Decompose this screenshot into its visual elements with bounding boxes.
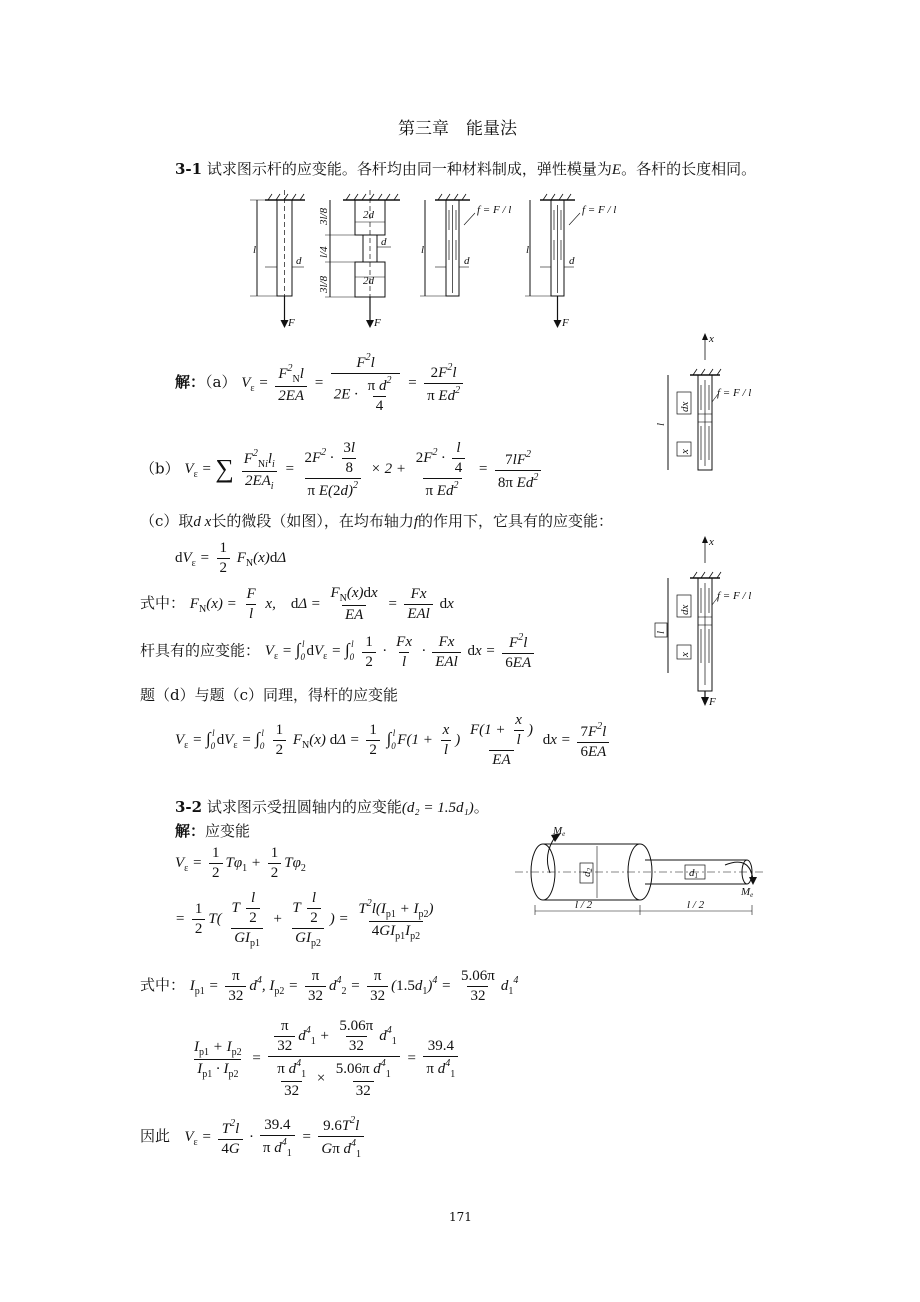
problem-condition: (d₂ = 1.5d₁) bbox=[401, 800, 474, 816]
eq-d-energy: $V_\varepsilon = \int_0^l$ $dV_\varepsilon = \int_0^l$ $\frac{1}{2}$ $F_N(x) d\Delta$ = $\frac{1}{2}$ $\int_0^l$ F(1 + $\frac{x}{l}$ ) F(1 + $\frac{x}{l}$ ) EA dx = $\frac{7F^2l}{6EA}$ bbox=[175, 712, 612, 769]
where-label: 式中： bbox=[140, 593, 186, 612]
fig-c-load-label: f = F / l bbox=[477, 204, 512, 216]
fig-d-length-label: l bbox=[526, 244, 530, 256]
problem-3-2-solution-label bbox=[175, 820, 250, 841]
fig-c-x-label: x bbox=[679, 449, 691, 454]
solution-label: 解： bbox=[175, 372, 206, 391]
part-b-tag: （b） bbox=[140, 459, 180, 478]
where-label: 式中： bbox=[140, 975, 186, 994]
fig-b-top-seg-label: 3l/8 bbox=[318, 207, 330, 225]
part-a-tag: （a） bbox=[205, 372, 237, 391]
fig-d-length: l bbox=[655, 630, 667, 634]
fig-d-x-label: x bbox=[679, 652, 691, 657]
c-text-3: 的作用下，它具有的应变能： bbox=[418, 512, 614, 530]
fig-d-diameter-label: d bbox=[569, 255, 575, 267]
fig-c-dx-label: dx bbox=[679, 401, 691, 412]
solution-label: 解： bbox=[175, 822, 206, 840]
fig-b-bot-seg-label: 3l/8 bbox=[318, 275, 330, 293]
fig-3-2-Me-top: Me bbox=[553, 825, 566, 838]
problem-text-end: 。 bbox=[473, 798, 489, 816]
figure-3-1-d-detail bbox=[648, 533, 752, 708]
fig-c-length: l bbox=[655, 422, 667, 426]
fig-b-mid-seg-label: l/4 bbox=[318, 246, 330, 258]
fig-d-force-label: F bbox=[562, 317, 569, 329]
fig-3-2-Me-bottom: Me bbox=[741, 886, 754, 899]
solution-text: 应变能 bbox=[205, 822, 251, 840]
eq-3-2-ratio: $\frac{I_{p1} + I_{p2}}{I_{p1} \cdot I_{p2}}$ = $\frac{\pi}{32}$ $d^4_1$ + $\frac{5.06\pi}{32}$ $d^4_1$ $\frac{\pi d^4_1}{32}$ × $\frac{5.06\pi d^4_1}{32}$ = $\frac{39.4}{\pi d^4_1}$ bbox=[188, 1018, 461, 1100]
fig-a-diameter-label: d bbox=[296, 255, 302, 267]
eq-3-2-energy: $V_\varepsilon$ = $\frac{1}{2}$ $T\varphi_1$ + $\frac{1}{2}$ $T\varphi_2$ bbox=[175, 845, 306, 881]
figure-3-1-c-detail bbox=[655, 330, 760, 480]
therefore-label: 因此 bbox=[140, 1126, 171, 1145]
problem-3-2-statement bbox=[175, 796, 489, 817]
problem-number: 3-2 bbox=[175, 798, 203, 816]
solution-a bbox=[175, 352, 466, 415]
fig-d-dx-label: dx bbox=[679, 604, 691, 615]
c-text-2: 长的微段（如图），在均布轴力 bbox=[211, 512, 414, 530]
problem-text: 试求图示受扭圆轴内的应变能 bbox=[206, 798, 402, 816]
fig-a-force-label: F bbox=[288, 317, 295, 329]
problem-number: 3-1 bbox=[175, 160, 203, 178]
fig-d-axis-x: x bbox=[709, 536, 714, 548]
solution-c-intro bbox=[140, 510, 613, 531]
fig-3-2-d2-label: d2 bbox=[581, 868, 594, 877]
fig-c-load: f = F / l bbox=[717, 387, 752, 399]
eq-c-dV: $dV_\varepsilon$ = $\frac{1}{2}$ $F_N(x)d\Delta$ bbox=[175, 540, 287, 576]
fig-d-force: F bbox=[709, 696, 716, 708]
fig-a-length-label: l bbox=[253, 244, 257, 256]
figure-3-1-bars bbox=[235, 185, 675, 335]
fig-b-force-label: F bbox=[374, 317, 381, 329]
eq-3-2-result: 因此 $V_\varepsilon$ = $\frac{T^2l}{4G}$ · $\frac{39.4}{\pi d^4_1}$ = $\frac{9.6T^2l}{G\pi d^4_1}$ bbox=[140, 1115, 367, 1160]
eq-b: $V_\varepsilon$ = ∑ $\frac{F^2_{Ni}l_i}{2EA_i}$ = $2F^2$ · $\frac{3l}{8}$ π $E(2d)^2$ × 2 + $2F^2$ · $\frac{l}{4}$ π Ed$^2$ = $\frac{7lF^2}{8\pi Ed^2}$ bbox=[184, 461, 544, 477]
eq-3-2-polar-moments: 式中： $I_{p1}$ = $\frac{\pi}{32}$ $d^4$, $I_{p2}$ = $\frac{\pi}{32}$ $d^4_2$ = $\frac{\pi}{32}$ $(1.5d_1)^4$ = $\frac{5.06\pi}{32}$ $d_1^4$ bbox=[140, 968, 519, 1004]
problem-text-end: 。各杆的长度相同。 bbox=[621, 160, 757, 178]
fig-c-length-label: l bbox=[421, 244, 425, 256]
fig-b-bot-diameter-label: 2d bbox=[363, 275, 374, 287]
eq-c-where: 式中： $F_N(x)$ = $\frac{F}{l}$ x, dΔ = $\frac{F_N(x)dx}{EA}$ = $\frac{Fx}{\text{EAl}}$ dx bbox=[140, 585, 454, 623]
solution-d-intro: 题（d）与题（c）同理，得杆的应变能 bbox=[140, 686, 399, 704]
problem-text: 试求图示杆的应变能。各杆均由同一种材料制成，弹性模量为 bbox=[206, 160, 612, 178]
c-text-1: （c）取 bbox=[140, 512, 194, 530]
fig-d-load: f = F / l bbox=[717, 590, 752, 602]
figure-3-2-shaft bbox=[515, 825, 765, 920]
chapter-title: 第三章 能量法 bbox=[398, 119, 517, 139]
fig-b-mid-diameter-label: d bbox=[381, 236, 387, 248]
c-text-f: f bbox=[413, 514, 419, 530]
eq-a: $V_\varepsilon$ = $\frac{F^2_Nl}{2EA}$ = $F^2l$ 2E · $\frac{\pi d^2}{4}$ = $\frac{2F^2l}{\pi Ed^2}$ bbox=[241, 375, 466, 391]
eq-c-energy: 杆具有的应变能： $V_\varepsilon = \int_0^l$ $dV_\varepsilon = \int_0^l$ $\frac{1}{2}$ · $\frac{Fx}{l}$ · $\frac{Fx}{\text{EAl}}$ dx = $\frac{F^2l}{6EA}$ bbox=[140, 632, 537, 672]
rod-energy-label: 杆具有的应变能： bbox=[140, 641, 261, 660]
problem-3-1-statement bbox=[175, 158, 756, 179]
fig-c-axis-x: x bbox=[709, 333, 714, 345]
page-number: 171 bbox=[449, 1210, 472, 1224]
eq-3-2-energy-expanded: = $\frac{1}{2}$ T( T $\frac{l}{2}$ $GI_{p1}$ + T $\frac{l}{2}$ $GI_{p2}$ ) = $\frac{T^2l(I_{p1} + I_{p2})}{4GI_{p1}I_{p2}}$ bbox=[175, 890, 434, 949]
fig-3-2-d1-label: d1 bbox=[689, 867, 698, 880]
fig-3-2-half-left: l / 2 bbox=[575, 899, 593, 911]
fig-b-top-diameter-label: 2d bbox=[363, 209, 374, 221]
solution-b bbox=[140, 440, 544, 500]
symbol-E: E bbox=[611, 162, 622, 178]
fig-3-2-half-right: l / 2 bbox=[687, 899, 705, 911]
fig-d-load-label: f = F / l bbox=[582, 204, 617, 216]
c-text-dx: d x bbox=[193, 514, 212, 530]
fig-c-diameter-label: d bbox=[464, 255, 470, 267]
